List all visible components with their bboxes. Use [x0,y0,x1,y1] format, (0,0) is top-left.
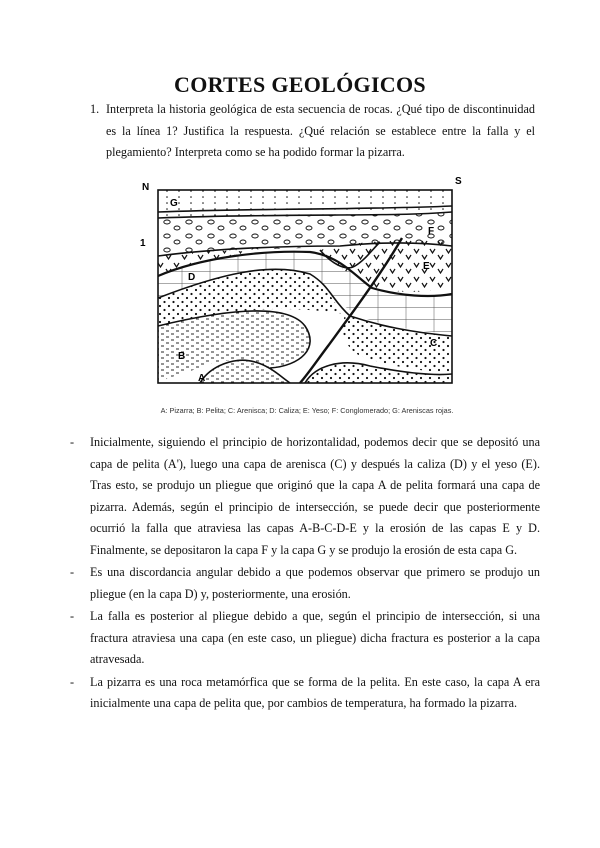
bullet: - [70,674,75,689]
geological-cross-section [140,176,475,391]
label-e: E [423,261,430,272]
question-number: 1. [90,102,100,116]
label-f: F [428,226,435,237]
figure-caption: A: Pizarra; B: Pelita; C: Arenisca; D: Caliza; E: Yeso; F: Conglomerado; G: Areniscas rojas. [160,406,454,415]
bullet: - [70,565,75,579]
answer-item [70,432,540,561]
label-north: N [142,182,150,193]
bullet: - [70,609,75,623]
question-text [88,99,535,164]
label-line-1: 1 [140,238,146,249]
question-body: Interpreta la historia geológica de esta secuencia de rocas. ¿Qué tipo de discontinuidad es la línea 1? Justifica la respuesta. ¿Qué relación se establece entre la falla y el plegamiento? Interpreta como se ha podido formar la pizarra. [106,102,535,159]
answer-list [70,432,540,716]
label-b: B [178,351,186,362]
answer-text: La pizarra es una roca metamórfica que se forma de la pelita. En este caso, la capa A era inicialmente una capa de pelita que, por cambios de temperatura, ha formado la pizarra. [90,674,540,710]
page-title: CORTES GEOLÓGICOS [174,72,426,97]
bullet: - [70,435,75,449]
answer-item [70,672,540,715]
answer-text: Es una discordancia angular debido a que podemos observar que primero se produjo un pliegue (en la capa D) y, posteriormente, una erosión. [90,565,540,601]
answer-item [70,562,540,605]
label-g: G [170,198,178,209]
answer-item [70,606,540,671]
cross-section-drawing [140,176,475,391]
label-d: D [188,272,196,283]
answer-text: Inicialmente, siguiendo el principio de horizontalidad, podemos decir que se depositó una capa de pelita (A'), luego una capa de arenisca (C) y después la caliza (D) y el yeso (E). Tras esto, se produjo un pliegue que originó que la capa A de pelita formará una capa de pizarra. Además, según el principio de intersección, se puede decir que posteriormente ocurrió la falla que atraviesa las capas A-B-C-D-E y la erosión de las capas E y D. Finalmente, se depositaron la capa F y la capa G y se produjo la erosión de esta capa G. [90,435,540,557]
answer-text: La falla es posterior al pliegue debido a que, según el principio de intersección, si una fractura atraviesa una capa (en este caso, un pliegue) dicha fractura es posterior a la capa atravesada. [90,609,540,666]
label-a: A [198,373,206,384]
label-south: S [455,176,462,187]
label-c: C [430,338,438,349]
